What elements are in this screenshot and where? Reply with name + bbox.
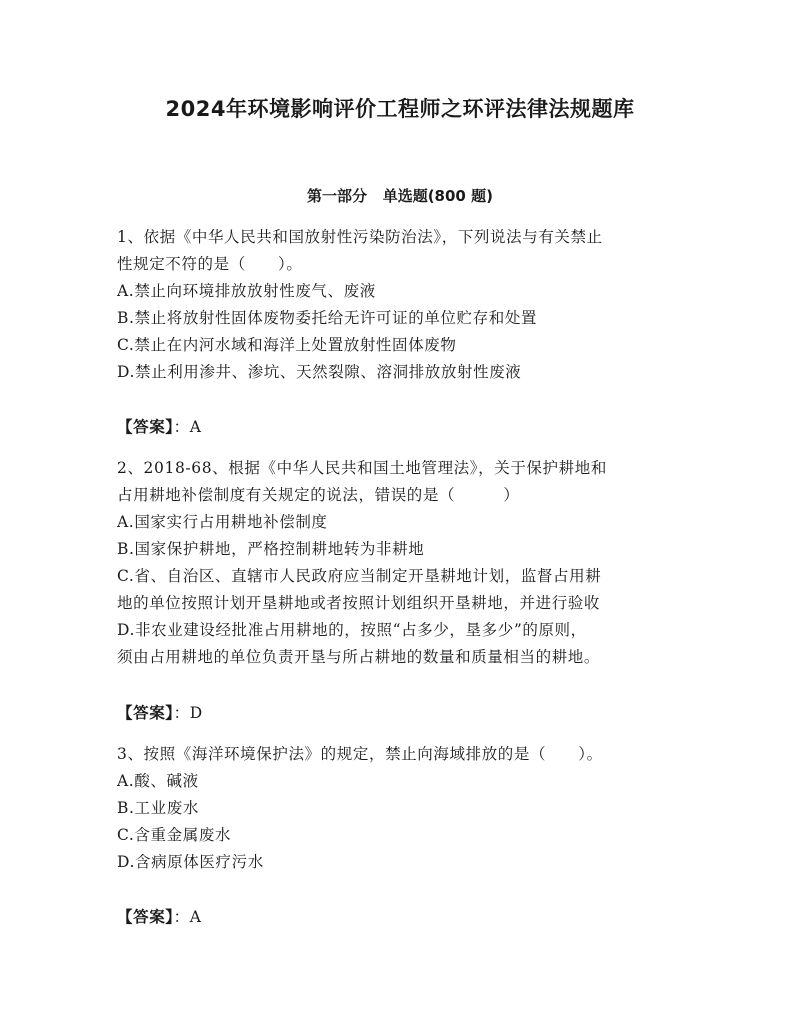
question-1-answer bbox=[117, 415, 687, 439]
answer-label: 【答案】 bbox=[117, 908, 174, 926]
question-2-option-d-line-2: 须由占用耕地的单位负责开垦与所占耕地的数量和质量相当的耕地。 bbox=[117, 648, 601, 666]
question-1-option-c: C.禁止在内河水域和海洋上处置放射性固体废物 bbox=[117, 336, 457, 354]
answer-value: ：D bbox=[173, 704, 203, 722]
question-1-option-b: B.禁止将放射性固体废物委托给无许可证的单位贮存和处置 bbox=[117, 309, 538, 327]
question-2-option-c-line-1: C.省、自治区、直辖市人民政府应当制定开垦耕地计划，监督占用耕 bbox=[117, 567, 602, 585]
answer-label: 【答案】 bbox=[117, 704, 174, 722]
question-2-option-b: B.国家保护耕地，严格控制耕地转为非耕地 bbox=[117, 540, 425, 558]
question-3-option-c: C.含重金属废水 bbox=[117, 826, 232, 844]
question-3-option-d: D.含病原体医疗污水 bbox=[117, 853, 264, 871]
section-title: 第一部分 单选题(800 题) bbox=[307, 187, 493, 205]
question-3-option-a: A.酸、碱液 bbox=[117, 772, 199, 790]
question-1-stem-line-1: 1、依据《中华人民共和国放射性污染防治法》，下列说法与有关禁止 bbox=[117, 228, 603, 246]
question-1-stem-line-2: 性规定不符的是（ ）。 bbox=[117, 255, 303, 273]
question-3-stem-line-1: 3、按照《海洋环境保护法》的规定，禁止向海域排放的是（ ）。 bbox=[117, 745, 603, 763]
question-2-stem-line-1: 2、2018-68、根据《中华人民共和国土地管理法》，关于保护耕地和 bbox=[117, 459, 607, 477]
question-2-option-c-line-2: 地的单位按照计划开垦耕地或者按照计划组织开垦耕地，并进行验收 bbox=[117, 594, 601, 612]
question-1-option-d: D.禁止利用渗井、渗坑、天然裂隙、溶洞排放放射性废液 bbox=[117, 363, 522, 381]
question-2-answer bbox=[117, 701, 687, 725]
answer-value: ：A bbox=[173, 418, 202, 436]
question-2-option-a: A.国家实行占用耕地补偿制度 bbox=[117, 513, 328, 531]
answer-label: 【答案】 bbox=[117, 418, 174, 436]
question-3-answer bbox=[117, 905, 687, 929]
answer-value: ：A bbox=[173, 908, 202, 926]
question-2-option-d-line-1: D.非农业建设经批准占用耕地的，按照“占多少，垦多少”的原则， bbox=[117, 621, 587, 639]
document-title: 2024年环境影响评价工程师之环评法律法规题库 bbox=[165, 97, 635, 121]
question-2-stem-line-2: 占用耕地补偿制度有关规定的说法，错误的是（ ） bbox=[117, 486, 520, 504]
question-1-option-a: A.禁止向环境排放放射性废气、废液 bbox=[117, 282, 376, 300]
question-3-option-b: B.工业废水 bbox=[117, 799, 199, 817]
